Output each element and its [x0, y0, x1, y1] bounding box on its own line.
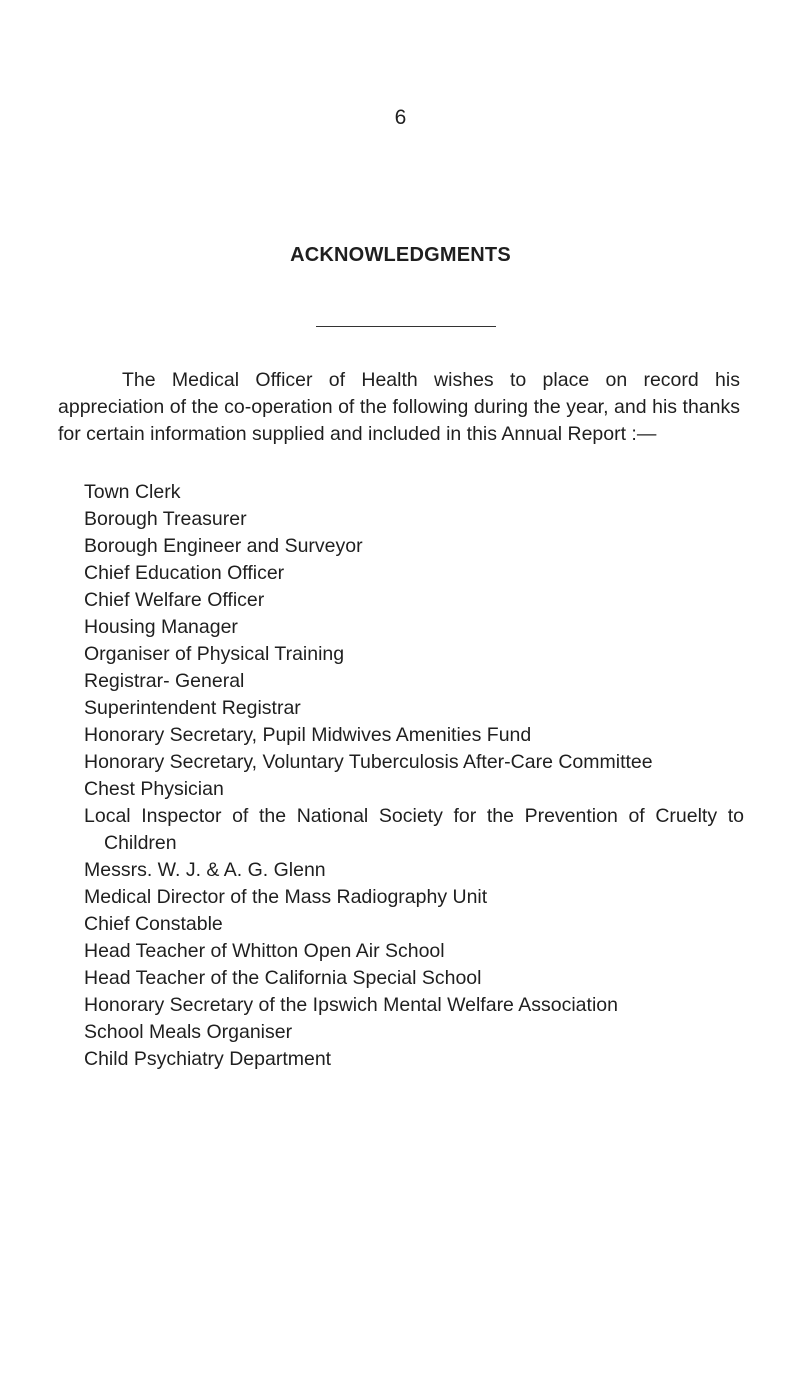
- list-item: Housing Manager: [84, 616, 238, 638]
- list-item: Head Teacher of Whitton Open Air School: [84, 940, 445, 962]
- list-item: Chief Welfare Officer: [84, 589, 265, 611]
- list-item: Superintendent Registrar: [84, 697, 301, 719]
- list-item: Chief Education Officer: [84, 562, 285, 584]
- list-item: Local Inspector of the National Society for the Prevention of Cruelty to Children: [84, 805, 744, 854]
- list-item: Head Teacher of the California Special School: [84, 967, 482, 989]
- list-item: Child Psychiatry Department: [84, 1048, 332, 1070]
- list-item: Honorary Secretary, Pupil Midwives Amenities Fund: [84, 724, 532, 746]
- intro-paragraph: The Medical Officer of Health wishes to place on record his appreciation of the co-operation of the following during the year, and his thanks for certain information supplied and included in this Annual Report :—: [58, 369, 740, 445]
- page-number: 6: [394, 106, 407, 129]
- page-title: ACKNOWLEDGMENTS: [290, 244, 511, 266]
- list-item: Medical Director of the Mass Radiography Unit: [84, 886, 488, 908]
- title-divider: [316, 326, 496, 327]
- list-item: Borough Engineer and Surveyor: [84, 535, 363, 557]
- acknowledgments-list: [84, 479, 744, 1073]
- list-item: Honorary Secretary, Voluntary Tuberculosis After-Care Committee: [84, 751, 653, 773]
- list-item: Town Clerk: [84, 481, 181, 503]
- list-item: Chief Constable: [84, 913, 223, 935]
- list-item: Honorary Secretary of the Ipswich Mental Welfare Association: [84, 994, 618, 1016]
- list-item: School Meals Organiser: [84, 1021, 293, 1043]
- list-item: Borough Treasurer: [84, 508, 247, 530]
- list-item: Registrar- General: [84, 670, 245, 692]
- list-item: Organiser of Physical Training: [84, 643, 345, 665]
- list-item: Chest Physician: [84, 778, 224, 800]
- list-item: Messrs. W. J. & A. G. Glenn: [84, 859, 326, 881]
